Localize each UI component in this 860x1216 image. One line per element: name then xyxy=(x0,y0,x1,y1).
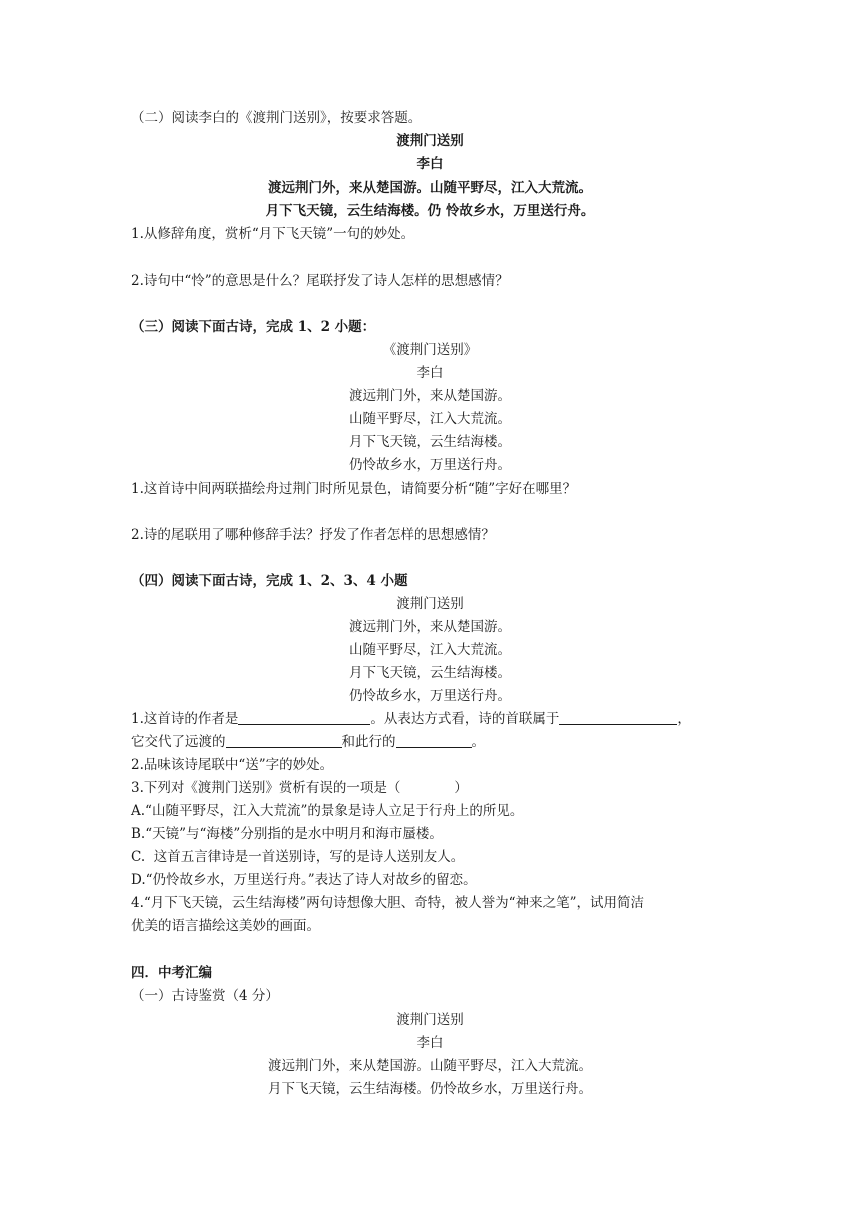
section-4-question-2: 2.品味该诗尾联中“送”字的妙处。 xyxy=(131,757,334,773)
section-5-poem-line-1: 渡远荆门外，来从楚国游。山随平野尽，江入大荒流。 xyxy=(268,1058,592,1074)
section-5-heading: 四．中考汇编 xyxy=(131,965,212,981)
section-2-question-2: 2.诗句中“怜”的意思是什么？尾联抒发了诗人怎样的思想感情？ xyxy=(131,273,509,289)
section-4-poem-title: 渡荆门送别 xyxy=(396,596,464,612)
section-2-heading: （二）阅读李白的《渡荆门送别》，按要求答题。 xyxy=(131,110,422,126)
section-4-question-4-line-1: 4.“月下飞天镜，云生结海楼”两句诗想像大胆、奇特，被人誉为“神来之笔”，试用简洁 xyxy=(131,895,644,911)
section-4-poem-line-3: 月下飞天镜，云生结海楼。 xyxy=(349,665,511,681)
section-3-poem-author: 李白 xyxy=(416,365,444,381)
section-4-poem-line-4: 仍怜故乡水，万里送行舟。 xyxy=(349,688,511,704)
section-4-heading: （四）阅读下面古诗，完成 1、2、3、4 小题 xyxy=(131,573,408,589)
section-2-poem-line-2: 月下飞天镜，云生结海楼。仍 怜故乡水，万里送行舟。 xyxy=(265,203,595,219)
section-2-poem-title: 渡荆门送别 xyxy=(396,133,464,149)
section-3-poem-title: 《渡荆门送别》 xyxy=(382,342,478,358)
section-5-poem-line-2: 月下飞天镜，云生结海楼。仍怜故乡水，万里送行舟。 xyxy=(268,1081,592,1097)
q1-part-e: 和此行的 xyxy=(341,734,396,750)
author-blank[interactable] xyxy=(238,709,370,725)
section-3-question-1: 1.这首诗中间两联描绘舟过荆门时所见景色，请简要分析“随”字好在哪里？ xyxy=(131,481,577,497)
section-3-heading: （三）阅读下面古诗，完成 1、2 小题： xyxy=(131,319,376,335)
section-5-poem-author: 李白 xyxy=(416,1035,444,1051)
section-3-poem-line-2: 山随平野尽，江入大荒流。 xyxy=(349,411,511,427)
section-3-poem-line-3: 月下飞天镜，云生结海楼。 xyxy=(349,434,511,450)
option-c: C. 这首五言律诗是一首送别诗，写的是诗人送别友人。 xyxy=(131,849,465,865)
section-4-poem-line-1: 渡远荆门外，来从楚国游。 xyxy=(349,619,511,635)
section-2-poem-author: 李白 xyxy=(416,156,444,172)
section-4-question-1-line-1 xyxy=(131,709,691,729)
purpose-blank[interactable] xyxy=(396,732,472,748)
expression-mode-blank[interactable] xyxy=(559,709,677,725)
section-4-poem-line-2: 山随平野尽，江入大荒流。 xyxy=(349,642,511,658)
section-5-subheading: （一）古诗鉴赏（4 分） xyxy=(131,988,279,1004)
q1-part-f: 。 xyxy=(471,734,485,750)
q1-part-d: 它交代了远渡的 xyxy=(131,734,226,750)
q1-part-a: 1.这首诗的作者是 xyxy=(131,711,239,727)
departure-blank[interactable] xyxy=(226,732,342,748)
option-a: A.“山随平野尽，江入大荒流”的景象是诗人立足于行舟上的所见。 xyxy=(131,803,524,819)
section-3-poem-line-1: 渡远荆门外，来从楚国游。 xyxy=(349,388,511,404)
section-5-poem-title: 渡荆门送别 xyxy=(396,1012,464,1028)
option-d: D.“仍怜故乡水，万里送行舟。”表达了诗人对故乡的留恋。 xyxy=(131,872,477,888)
section-4-question-4-line-2: 优美的语言描绘这美妙的画面。 xyxy=(131,918,320,934)
section-3-question-2: 2.诗的尾联用了哪种修辞手法？抒发了作者怎样的思想感情？ xyxy=(131,527,495,543)
section-2-poem-line-1: 渡远荆门外，来从楚国游。山随平野尽，江入大荒流。 xyxy=(268,180,592,196)
section-4-question-1-line-2 xyxy=(131,732,485,752)
option-b: B.“天镜”与“海楼”分别指的是水中明月和海市蜃楼。 xyxy=(131,826,443,842)
section-2-question-1: 1.从修辞角度，赏析“月下飞天镜”一句的妙处。 xyxy=(131,226,415,242)
q1-part-c: ， xyxy=(677,711,691,727)
section-3-poem-line-4: 仍怜故乡水，万里送行舟。 xyxy=(349,457,511,473)
section-4-question-3: 3.下列对《渡荆门送别》赏析有误的一项是（ ） xyxy=(131,780,468,796)
q1-part-b: 。从表达方式看，诗的首联属于 xyxy=(370,711,560,727)
